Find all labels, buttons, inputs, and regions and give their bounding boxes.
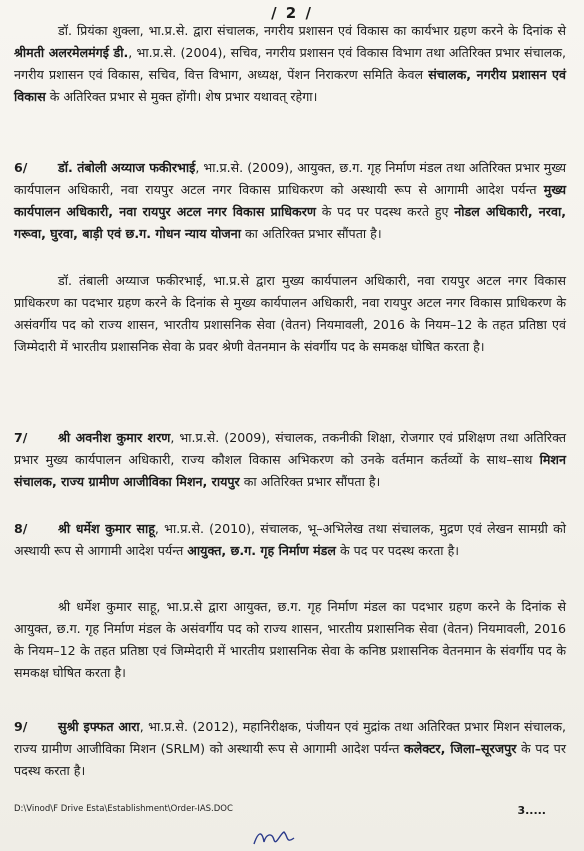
paragraph-item-8 [14,518,566,562]
post-name: संचालक, नगरीय प्रशासन एवं विकास [14,67,566,104]
page-number: / 2 / [271,4,313,22]
paragraph-text: का अतिरिक्त प्रभार सौंपता है। [239,474,381,489]
paragraph-text: , भा.प्र.से. (2010), संचालक, भू–अभिलेख तथा संचालक, मुद्रण एवं लेखन सामग्री को अस्थायी रूप से आगामी आदेश पर्यन्त [14,521,566,558]
paragraph-text: डॉ. प्रियंका शुक्ला, भा.प्र.से. द्वारा संचालक, नगरीय प्रशासन एवं विकास का कार्यभार ग्रहण करने के दिनांक से [58,23,566,38]
paragraph-text: के अतिरिक्त प्रभार से मुक्त होंगी। शेष प्रभार यथावत् रहेगा। [45,89,318,104]
paragraph-text: के पद पर पदस्थ करते हुए [315,204,455,219]
item-number: 7/ [14,430,28,445]
paragraph-text: के पद पर पदस्थ करता है। [14,741,566,778]
paragraph-item-7 [14,427,566,493]
paragraph-equivalence-8: श्री धर्मेश कुमार साहू, भा.प्र.से द्वारा आयुक्त, छ.ग. गृह निर्माण मंडल का पदभार ग्रहण करने के दिनांक से आयुक्त, छ.ग. गृह निर्माण मंडल के असंवर्गीय पद को राज्य शासन, भारतीय प्रशासनिक सेवा (वेतन) नियमावली, 2016 के नियम–12 के तहत प्रतिष्ठा एवं जिम्मेदारी में भारतीय प्रशासनिक सेवा के कनिष्ठ प्रशासनिक वेतनमान के संवर्गीय पद के समकक्ष घोषित करता है। [14,599,566,680]
paragraph-item-6 [14,157,566,245]
officer-name: श्री धर्मेश कुमार साहू [58,521,155,536]
post-name: मुख्य कार्यपालन अधिकारी, नवा रायपुर अटल नगर विकास प्राधिकरण [14,182,566,219]
handwritten-initials [250,826,300,848]
file-path: D:\Vinod\F Drive Esta\Establishment\Order-IAS.DOC [14,804,233,814]
paragraph-text: , भा.प्र.से. (2004), सचिव, नगरीय प्रशासन एवं विकास विभाग तथा अतिरिक्त प्रभार संचालक, नगरीय प्रशासन एवं विकास, सचिव, वित्त विभाग, अध्यक्ष, पेंशन निराकरण समिति केवल [14,45,566,82]
post-name: मिशन संचालक, राज्य ग्रामीण आजीविका मिशन, रायपुर [14,452,566,489]
item-number: 8/ [14,521,28,536]
post-name: कलेक्टर, जिला–सूरजपुर [404,741,517,756]
paragraph-text: के पद पर पदस्थ करता है। [335,543,460,558]
item-number: 9/ [14,719,28,734]
officer-name: सुश्री इफ्फत आरा [58,719,140,734]
paragraph-text: , भा.प्र.से. (2009), संचालक, तकनीकी शिक्षा, रोजगार एवं प्रशिक्षण तथा अतिरिक्त प्रभार मुख्य कार्यपालन अधिकारी, राज्य कौशल विकास अभिकरण को उनके वर्तमान कर्तव्यों के साथ–साथ [14,430,566,467]
paragraph-text: , भा.प्र.से. (2009), आयुक्त, छ.ग. गृह निर्माण मंडल तथा अतिरिक्त प्रभार मुख्य कार्यपालन अधिकारी, नवा रायपुर अटल नगर विकास प्राधिकरण को अस्थायी रूप से आगामी आदेश पर्यन्त [14,160,567,197]
paragraph-relieve-charge [14,20,566,108]
paragraph-text: का अतिरिक्त प्रभार सौंपता है। [241,226,382,241]
paragraph-item-9 [14,716,566,782]
officer-name: डॉ. तंबोली अय्याज फकीरभाई [58,160,196,175]
item-number: 6/ [14,160,28,175]
post-name: आयुक्त, छ.ग. गृह निर्माण मंडल [187,543,336,558]
next-page-marker: 3..... [517,804,546,817]
paragraph-equivalence-6: डॉ. तंबाली अय्याज फकीरभाई, भा.प्र.से द्वारा मुख्य कार्यपालन अधिकारी, नवा रायपुर अटल नगर विकास प्राधिकरण का पदभार ग्रहण करने के दिनांक से मुख्य कार्यपालन अधिकारी, नवा रायपुर अटल नगर विकास प्राधिकरण के असंवर्गीय पद को राज्य शासन, भारतीय प्रशासनिक सेवा (वेतन) नियमावली, 2016 के नियम–12 के तहत प्रतिष्ठा एवं जिम्मेदारी में भारतीय प्रशासनिक सेवा के प्रवर श्रेणी वेतनमान के संवर्गीय पद के समकक्ष घोषित करता है। [14,273,566,354]
additional-charge: नोडल अधिकारी, नरवा, गरूवा, घुरवा, बाड़ी एवं छ.ग. गोधन न्याय योजना [14,204,566,241]
paragraph-text: , भा.प्र.से. (2012), महानिरीक्षक, पंजीयन एवं मुद्रांक तथा अतिरिक्त प्रभार मिशन संचालक, राज्य ग्रामीण आजीविका मिशन (SRLM) को अस्थायी रूप से आगामी आदेश पर्यन्त [14,719,567,756]
officer-name: श्रीमती अलरमेलमंगई डी. [14,45,129,60]
officer-name: श्री अवनीश कुमार शरण [58,430,171,445]
